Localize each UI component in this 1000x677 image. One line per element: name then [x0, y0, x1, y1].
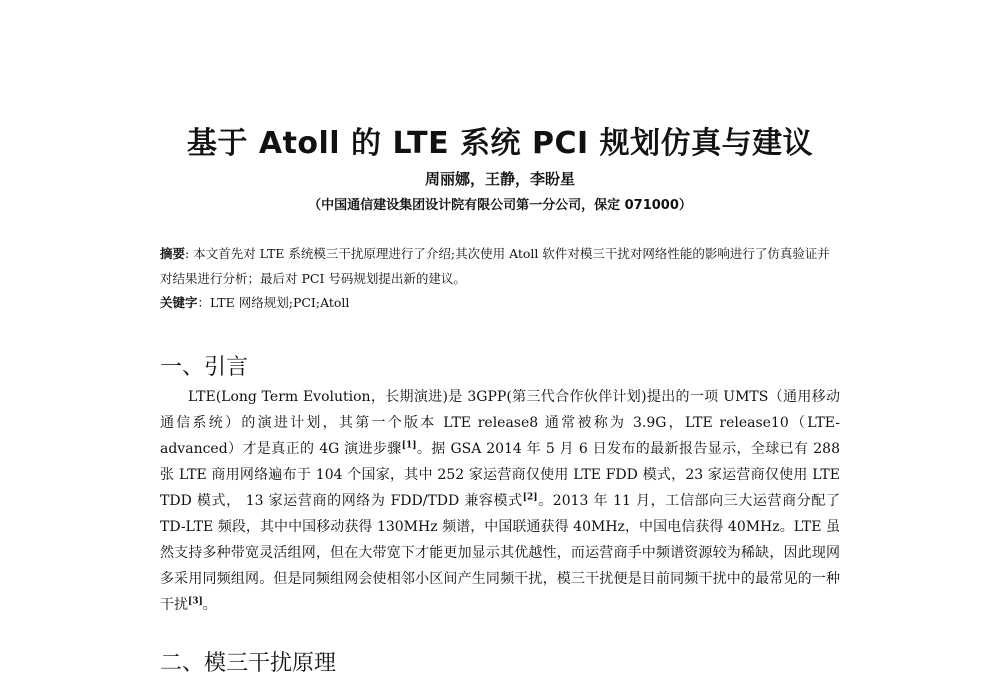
keywords-label: 关键字 — [160, 295, 198, 310]
section-heading-introduction: 一、引言 — [160, 355, 249, 380]
intro-text-part-2: 。据 GSA 2014 年 5 月 6 日发布的最新报告显示，全球已有 288 张 LTE 商用网络遍布于 104 个国家，其中 252 家运营商仅使用 LTE FDD 模式，23 家运营商仅使用 LTE TDD 模式， 13 家运营商的网络为 FDD/TDD 兼容模式 — [160, 441, 840, 509]
intro-text-part-4: 。 — [202, 597, 217, 613]
abstract-block — [160, 241, 842, 291]
citation-ref-2[interactable]: [2] — [522, 492, 538, 503]
intro-text-part-1: LTE(Long Term Evolution，长期演进)是 3GPP(第三代合作伙伴计划)提出的一项 UMTS（通用移动通信系统）的演进计划，其第一个版本 LTE release8 通常被称为 3.9G，LTE release10（LTE-advanced）才是真正的 4G 演进步骤 — [160, 389, 840, 457]
citation-ref-1[interactable]: [1] — [401, 440, 417, 451]
keywords-block — [160, 293, 842, 313]
paper-affiliation: （中国通信建设集团设计院有限公司第一分公司，保定 071000） — [308, 198, 692, 213]
citation-ref-3[interactable]: [3] — [188, 596, 203, 607]
paper-authors: 周丽娜，王静，李盼星 — [424, 170, 575, 188]
abstract-text: : 本文首先对 LTE 系统模三干扰原理进行了介绍;其次使用 Atoll 软件对模三干扰对网络性能的影响进行了仿真验证并对结果进行分析；最后对 PCI 号码规划提出新的建议。 — [160, 246, 830, 286]
intro-text-part-3: 。2013 年 11 月，工信部向三大运营商分配了 TD-LTE 频段，其中中国移动获得 130MHz 频谱，中国联通获得 40MHz，中国电信获得 40MHz。LTE 虽然支持多种带宽灵活组网，但在大带宽下才能更加显示其优越性，而运营商手中频谱资源较为稀缺，因此现网多采用同频组网。但是同频组网会使相邻小区间产生同频干扰，模三干扰便是目前同频干扰中的最常见的一种干扰 — [160, 493, 840, 613]
introduction-paragraph — [160, 384, 840, 618]
paper-title: 基于 Atoll 的 LTE 系统 PCI 规划仿真与建议 — [186, 126, 814, 161]
section-heading-mod3-interference: 二、模三干扰原理 — [160, 651, 337, 676]
abstract-label: 摘要 — [160, 246, 186, 261]
keywords-text: ：LTE 网络规划;PCI;Atoll — [197, 295, 350, 310]
